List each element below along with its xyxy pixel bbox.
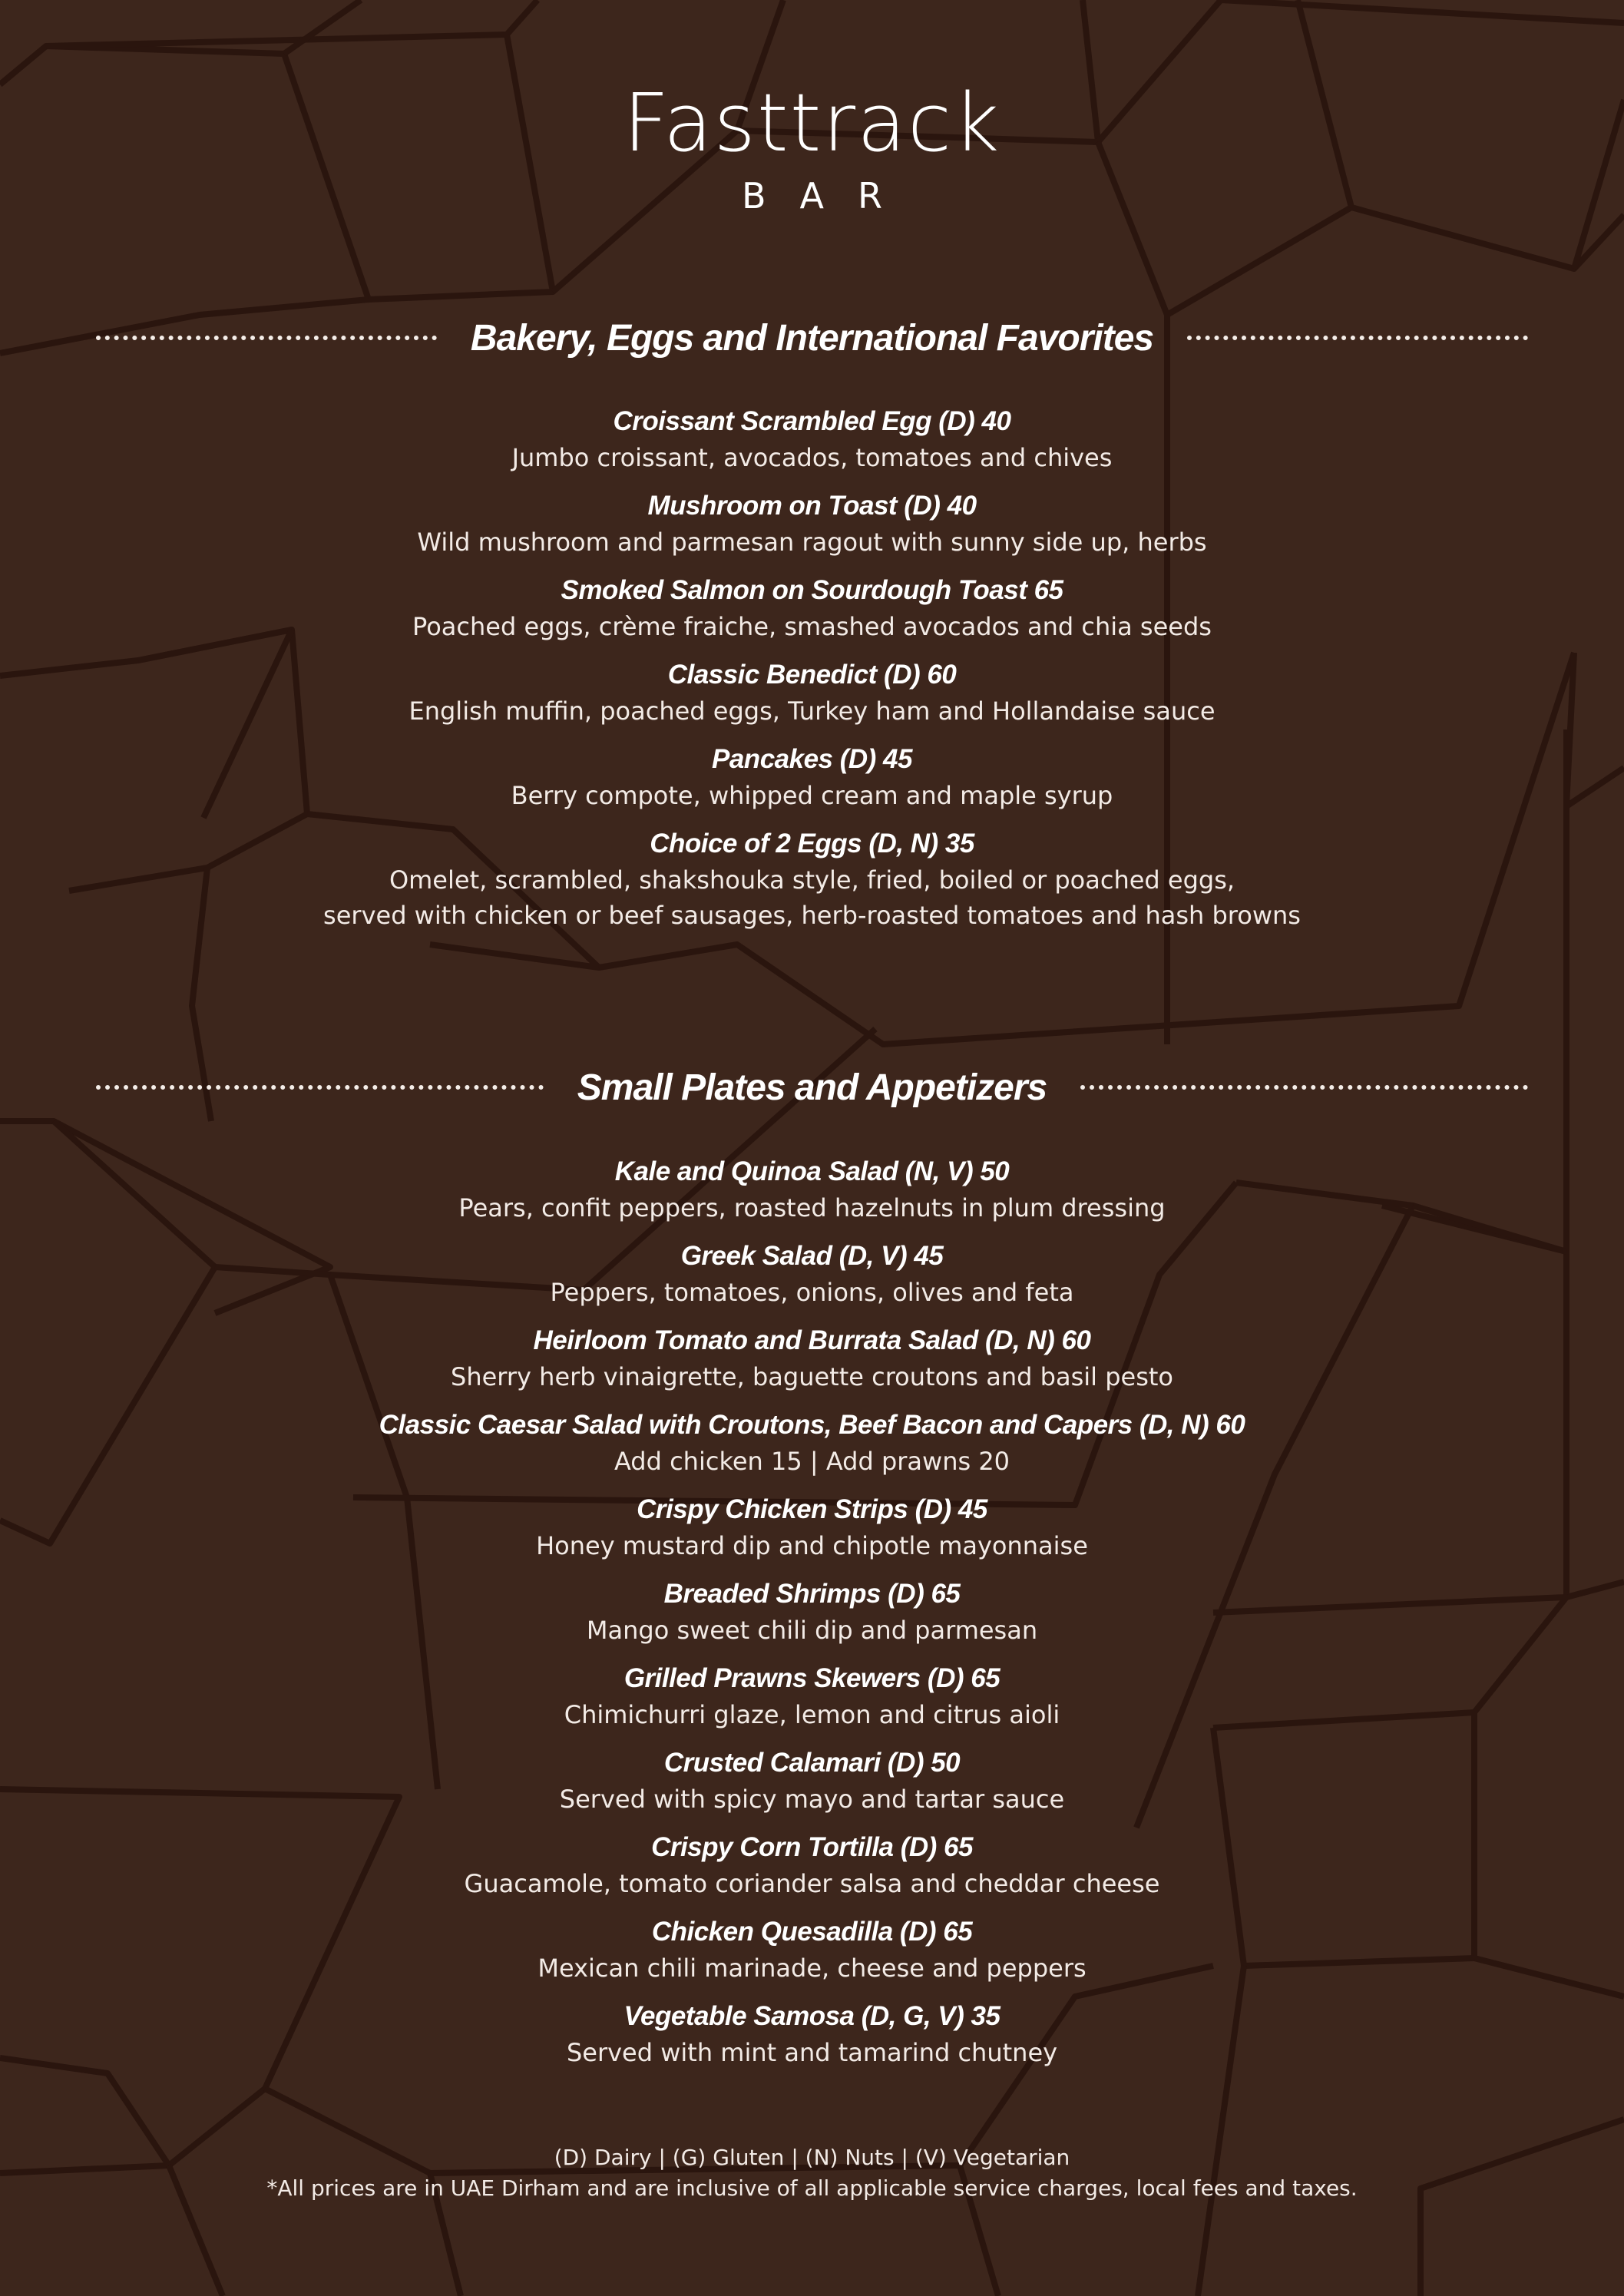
menu-item — [0, 825, 1624, 947]
menu-item — [0, 1998, 1624, 2083]
menu-item-description: Pears, confit peppers, roasted hazelnuts in plum dressing — [458, 1193, 1166, 1222]
menu-item-name: Classic Benedict (D) 60 — [667, 660, 957, 690]
brand-subtitle: BAR — [742, 175, 916, 217]
menu-item — [0, 1829, 1624, 1914]
menu-item-name: Vegetable Samosa (D, G, V) 35 — [623, 2001, 1001, 2031]
menu-item-description: Mexican chili marinade, cheese and peppers — [537, 1954, 1087, 1983]
brand-name: Fasttrack — [623, 76, 1001, 170]
menu-item — [0, 1238, 1624, 1322]
menu-item — [0, 1576, 1624, 1660]
menu-item — [0, 1407, 1624, 1491]
menu-item-name: Heirloom Tomato and Burrata Salad (D, N) 60 — [533, 1325, 1091, 1355]
dotted-divider-right — [1080, 1085, 1528, 1090]
menu-item — [0, 741, 1624, 825]
menu-item-description: Omelet, scrambled, shakshouka style, fried, boiled or poached eggs, — [389, 865, 1235, 895]
section-items-bakery — [0, 403, 1624, 947]
section-header-small-plates — [96, 1057, 1528, 1118]
menu-item — [0, 1153, 1624, 1238]
menu-item-description: served with chicken or beef sausages, herb-roasted tomatoes and hash browns — [323, 901, 1301, 930]
menu-item-description: Served with spicy mayo and tartar sauce — [559, 1785, 1065, 1814]
menu-item-name: Chicken Quesadilla (D) 65 — [651, 1917, 973, 1947]
menu-item-name: Croissant Scrambled Egg (D) 40 — [613, 406, 1011, 436]
price-note: *All prices are in UAE Dirham and are inclusive of all applicable service charges, local fees and taxes. — [266, 2175, 1358, 2201]
menu-item-description: Berry compote, whipped cream and maple syrup — [511, 781, 1113, 810]
menu-item-name: Grilled Prawns Skewers (D) 65 — [623, 1663, 1001, 1693]
dotted-divider-left — [96, 336, 437, 340]
menu-item — [0, 1914, 1624, 1998]
menu-item-name: Greek Salad (D, V) 45 — [680, 1241, 944, 1271]
menu-item — [0, 1660, 1624, 1745]
menu-item — [0, 1745, 1624, 1829]
menu-item-name: Smoked Salmon on Sourdough Toast 65 — [561, 575, 1063, 605]
section-title: Bakery, Eggs and International Favorites — [470, 317, 1154, 359]
dotted-divider-right — [1187, 336, 1528, 340]
dotted-divider-left — [96, 1085, 544, 1090]
menu-item-description: English muffin, poached eggs, Turkey ham and Hollandaise sauce — [408, 696, 1216, 726]
menu-footer — [0, 2142, 1624, 2204]
menu-item-name: Pancakes (D) 45 — [712, 744, 912, 774]
menu-item-description: Add chicken 15 | Add prawns 20 — [614, 1447, 1010, 1476]
menu-item — [0, 403, 1624, 488]
menu-item-name: Crusted Calamari (D) 50 — [663, 1748, 961, 1778]
menu-item-description: Mango sweet chili dip and parmesan — [586, 1616, 1038, 1645]
section-title: Small Plates and Appetizers — [577, 1067, 1047, 1108]
menu-item-name: Crispy Chicken Strips (D) 45 — [637, 1494, 987, 1524]
menu-item-description: Jumbo croissant, avocados, tomatoes and chives — [511, 443, 1113, 472]
menu-item-description: Honey mustard dip and chipotle mayonnaise — [536, 1531, 1088, 1560]
menu-item-description: Poached eggs, crème fraiche, smashed avocados and chia seeds — [412, 612, 1212, 641]
allergen-legend: (D) Dairy | (G) Gluten | (N) Nuts | (V) Vegetarian — [554, 2145, 1070, 2170]
section-header-bakery — [96, 307, 1528, 369]
menu-item — [0, 1491, 1624, 1576]
menu-item-name: Crispy Corn Tortilla (D) 65 — [651, 1832, 973, 1862]
menu-item — [0, 488, 1624, 572]
menu-item — [0, 657, 1624, 741]
menu-item-description: Served with mint and tamarind chutney — [566, 2038, 1058, 2067]
menu-item-name: Choice of 2 Eggs (D, N) 35 — [650, 829, 974, 859]
menu-item-description: Guacamole, tomato coriander salsa and cheddar cheese — [464, 1869, 1160, 1898]
menu-item-description: Wild mushroom and parmesan ragout with sunny side up, herbs — [417, 528, 1207, 557]
menu-item-name: Classic Caesar Salad with Croutons, Beef Bacon and Capers (D, N) 60 — [379, 1410, 1245, 1440]
menu-item-description: Chimichurri glaze, lemon and citrus aioli — [564, 1700, 1060, 1729]
menu-item-name: Kale and Quinoa Salad (N, V) 50 — [614, 1156, 1010, 1186]
menu-item-description: Peppers, tomatoes, onions, olives and feta — [550, 1278, 1074, 1307]
section-items-small-plates — [0, 1153, 1624, 2083]
menu-item-name: Breaded Shrimps (D) 65 — [663, 1579, 961, 1609]
menu-item — [0, 572, 1624, 657]
menu-item-name: Mushroom on Toast (D) 40 — [647, 491, 977, 521]
menu-item-description: Sherry herb vinaigrette, baguette croutons and basil pesto — [451, 1362, 1173, 1391]
menu-item — [0, 1322, 1624, 1407]
